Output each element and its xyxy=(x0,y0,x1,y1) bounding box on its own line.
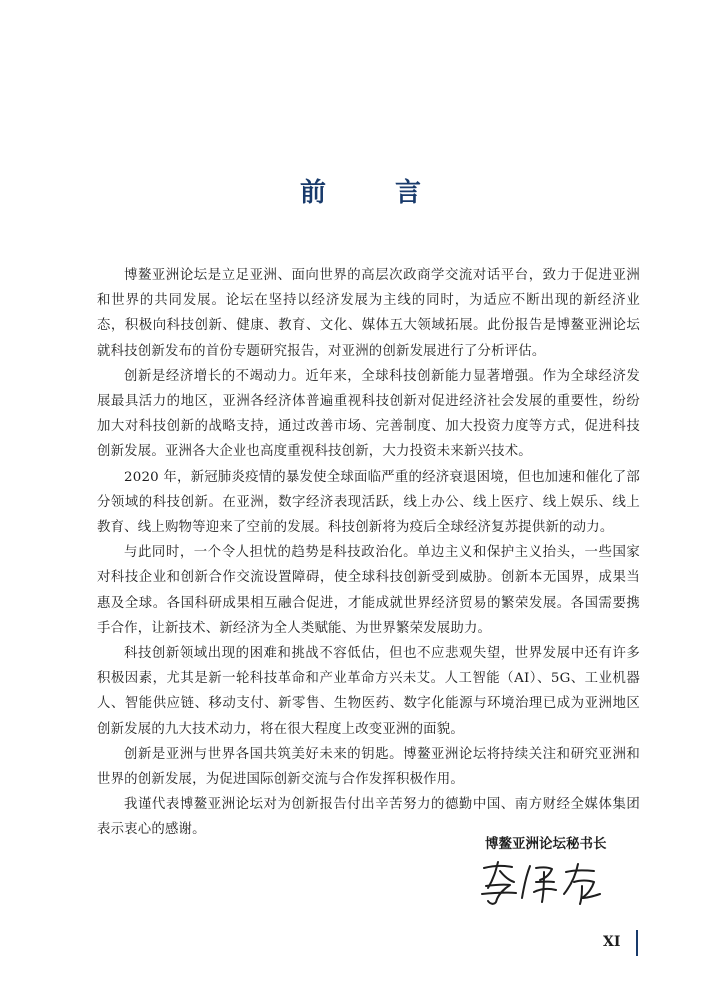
paragraph: 与此同时，一个令人担忧的趋势是科技政治化。单边主义和保护主义抬头，一些国家对科技企业和创新合作交流设置障碍，使全球科技创新受到威胁。创新本无国界，成果当惠及全球。各国科研成果相互融合促进，才能成就世界经济贸易的繁荣发展。各国需要携手合作，让新技术、新经济为全人类赋能、为世界繁荣发展助力。 xyxy=(97,545,640,636)
preface-body xyxy=(97,263,640,843)
paragraph: 博鳌亚洲论坛是立足亚洲、面向世界的高层次政商学交流对话平台，致力于促进亚洲和世界的共同发展。论坛在坚持以经济发展为主线的同时，为适应不断出现的新经济业态，积极向科技创新、健康、教育、文化、媒体五大领域拓展。此份报告是博鳌亚洲论坛就科技创新发布的首份专题研究报告，对亚洲的创新发展进行了分析评估。 xyxy=(97,268,640,359)
paragraph: 创新是经济增长的不竭动力。近年来，全球科技创新能力显著增强。作为全球经济发展最具活力的地区，亚洲各经济体普遍重视科技创新对促进经济社会发展的重要性，纷纷加大对科技创新的战略支持，通过改善市场、完善制度、加大投资力度等方式，促进科技创新发展。亚洲各大企业也高度重视科技创新，大力投资未来新兴技术。 xyxy=(97,368,640,460)
paragraph: 创新是亚洲与世界各国共筑美好未来的钥匙。博鳌亚洲论坛将持续关注和研究亚洲和世界的创新发展，为促进国际创新交流与合作发挥积极作用。 xyxy=(97,746,640,788)
handwritten-signature xyxy=(478,858,608,908)
paragraph: 科技创新领域出现的困难和挑战不容低估，但也不应悲观失望，世界发展中还有许多积极因素，尤其是新一轮科技革命和产业革命方兴未艾。人工智能（AI）、5G、工业机器人、智能供应链、移动支付、新零售、生物医药、数字化能源与环境治理已成为亚洲地区创新发展的九大技术动力，将在很大程度上改变亚洲的面貌。 xyxy=(97,646,640,737)
page-title: 前 言 xyxy=(299,178,452,208)
page-number-bar xyxy=(636,930,638,956)
page-number: XI xyxy=(603,934,621,950)
paragraph: 2020 年，新冠肺炎疫情的暴发使全球面临严重的经济衰退困境，但也加速和催化了部分领域的科技创新。在亚洲，数字经济表现活跃，线上办公、线上医疗、线上娱乐、线上教育、线上购物等迎来了空前的发展。科技创新将为疫后全球经济复苏提供新的动力。 xyxy=(97,469,640,536)
paragraph: 我谨代表博鳌亚洲论坛对为创新报告付出辛苦努力的德勤中国、南方财经全媒体集团表示衷心的感谢。 xyxy=(97,797,640,838)
signoff-title: 博鳌亚洲论坛秘书长 xyxy=(485,836,607,852)
